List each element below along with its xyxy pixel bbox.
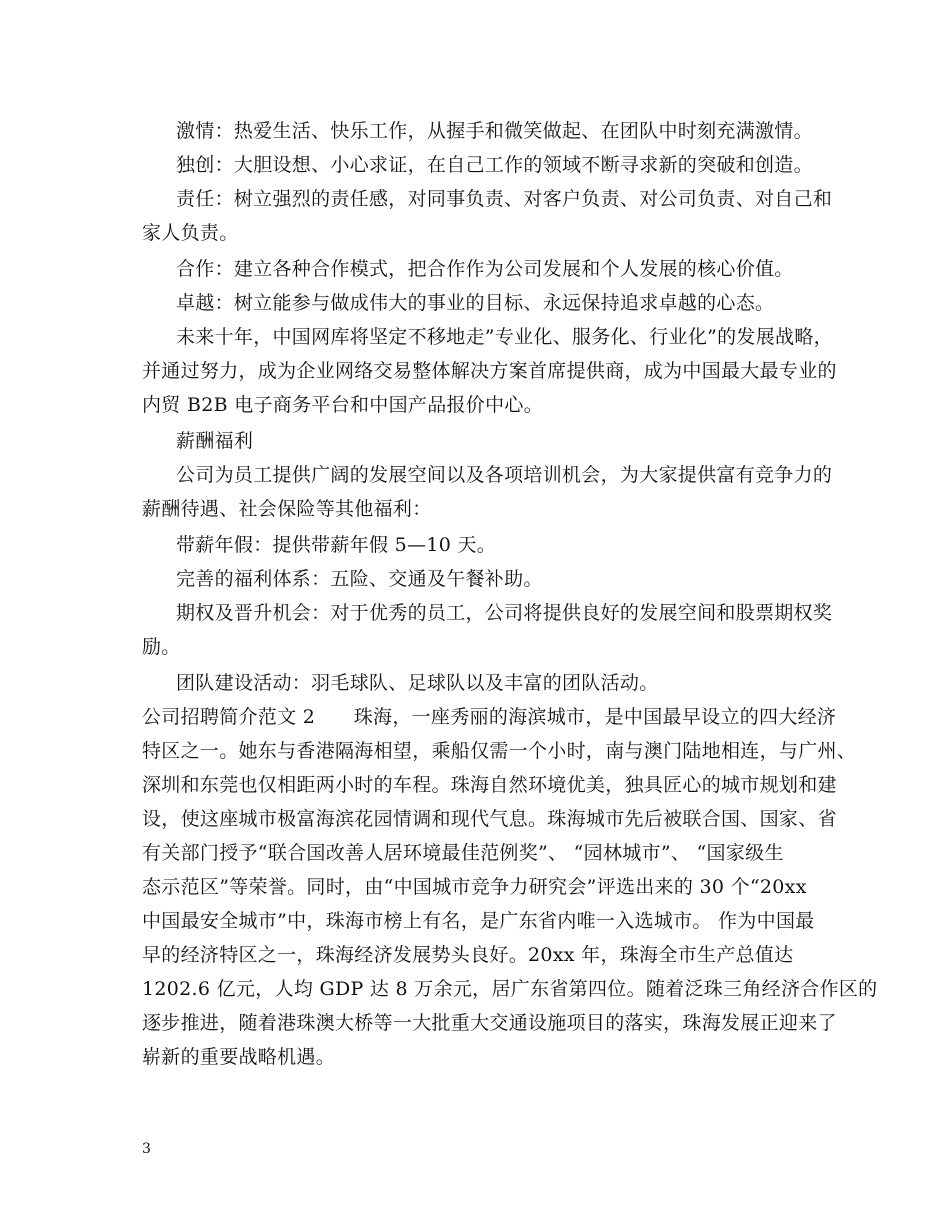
paragraph-line: 责任：树立强烈的责任感，对同事负责、对客户负责、对公司负责、对自己和 [176,188,833,210]
paragraph-line: 中国最安全城市”中，珠海市榜上有名，是广东省内唯一入选城市。 作为中国最 [142,910,815,932]
paragraph-line: 期权及晋升机会：对于优秀的员工，公司将提供良好的发展空间和股票期权奖 [176,602,833,624]
paragraph-line: 完善的福利体系：五险、交通及午餐补助。 [176,568,543,590]
paragraph-line: 独创：大胆设想、小心求证，在自己工作的领域不断寻求新的突破和创造。 [176,154,813,176]
paragraph-line: 团队建设活动：羽毛球队、足球队以及丰富的团队活动。 [176,672,659,694]
paragraph-line: 早的经济特区之一，珠海经济发展势头良好。20xx 年，珠海全市生产总值达 [142,944,794,966]
paragraph-line: 公司招聘简介范文 2 珠海，一座秀丽的海滨城市，是中国最早设立的四大经济 [142,706,837,728]
paragraph-line: 激情：热爱生活、快乐工作，从握手和微笑做起、在团队中时刻充满激情。 [176,120,813,142]
paragraph-line: 崭新的重要战略机遇。 [142,1046,336,1068]
paragraph-line: 设，使这座城市极富海滨花园情调和现代气息。珠海城市先后被联合国、国家、省 [142,808,837,830]
section-heading: 薪酬福利 [176,430,254,452]
paragraph-line: 卓越：树立能参与做成伟大的事业的目标、永远保持追求卓越的心态。 [176,292,775,314]
paragraph-line: 逐步推进，随着港珠澳大桥等一大批重大交通设施项目的落实，珠海发展正迎来了 [142,1012,837,1034]
paragraph-line: 有关部门授予“联合国改善人居环境最佳范例奖”、 “园林城市”、 “国家级生 [142,842,784,864]
paragraph-line: 深圳和东莞也仅相距两小时的车程。珠海自然环境优美，独具匠心的城市规划和建 [142,774,837,796]
paragraph-line: 薪酬待遇、社会保险等其他福利： [142,498,432,520]
paragraph-line: 1202.6 亿元，人均 GDP 达 8 万余元，居广东省第四位。随着泛珠三角经济合作区的 [142,978,878,1000]
paragraph-line: 态示范区”等荣誉。同时，由“中国城市竞争力研究会”评选出来的 30 个“20xx [142,876,807,898]
paragraph-line: 特区之一。她东与香港隔海相望，乘船仅需一个小时，南与澳门陆地相连，与广州、 [142,740,857,762]
paragraph-line: 家人负责。 [142,222,239,244]
page-number: 3 [142,1141,151,1157]
paragraph-line: 合作：建立各种合作模式，把合作作为公司发展和个人发展的核心价值。 [176,258,794,280]
paragraph-line: 内贸 B2B 电子商务平台和中国产品报价中心。 [142,394,543,416]
paragraph-line: 带薪年假：提供带薪年假 5—10 天。 [176,534,497,556]
paragraph-line: 公司为员工提供广阔的发展空间以及各项培训机会，为大家提供富有竞争力的 [176,464,833,486]
paragraph-line: 并通过努力，成为企业网络交易整体解决方案首席提供商，成为中国最大最专业的 [142,360,837,382]
paragraph-line: 未来十年，中国网库将坚定不移地走”专业化、服务化、行业化”的发展战略， [176,326,833,348]
paragraph-line: 励。 [142,636,181,658]
